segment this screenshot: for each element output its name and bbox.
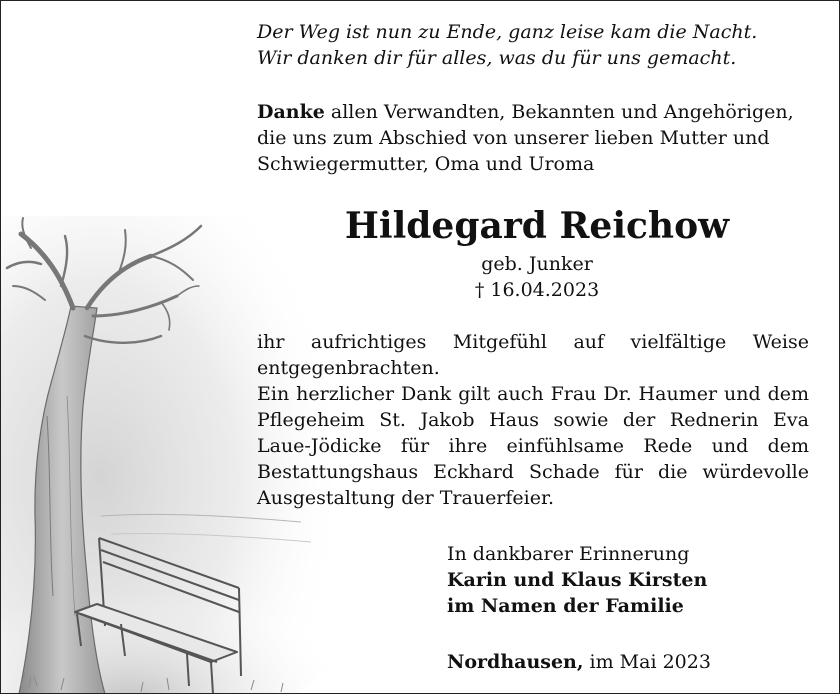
thanks-text: allen Verwandten, Bekannten und Angehörigen, die uns zum Abschied von unserer lieben Mutter und Schwiegermutter, Oma und Uroma: [257, 101, 794, 175]
body-paragraph-1: ihr aufrichtiges Mitgefühl auf vielfältige Weise entgegenbrachten.: [257, 331, 809, 379]
date: im Mai 2023: [583, 651, 711, 673]
verse-line-2: Wir danken dir für alles, was du für uns gemacht.: [257, 47, 737, 69]
verse-line-1: Der Weg ist nun zu Ende, ganz leise kam die Nacht.: [257, 21, 758, 43]
maiden-name: geb. Junker: [481, 253, 593, 275]
signature-family: im Namen der Familie: [447, 595, 684, 617]
memorial-verse: [257, 19, 817, 71]
date-of-death: † 16.04.2023: [474, 279, 600, 301]
place: Nordhausen,: [447, 651, 584, 673]
thanks-body: [257, 329, 809, 511]
thanks-lead: Danke: [257, 101, 325, 123]
thanks-intro: [257, 99, 817, 177]
signature-block: [447, 541, 827, 619]
deceased-name: Hildegard Reichow: [344, 205, 730, 247]
signature-intro: In dankbarer Erinnerung: [447, 543, 690, 565]
place-and-date: [447, 649, 827, 675]
signature-names: Karin und Klaus Kirsten: [447, 569, 708, 591]
body-paragraph-2: Ein herzlicher Dank gilt auch Frau Dr. Haumer und dem Pflegeheim St. Jakob Haus sowie der Rednerin Eva Laue-Jödicke für ihre einfühlsame Rede und dem Bestattungshaus Eckhard Schade für die würdevolle Ausgestaltung der Trauerfeier.: [257, 383, 809, 509]
